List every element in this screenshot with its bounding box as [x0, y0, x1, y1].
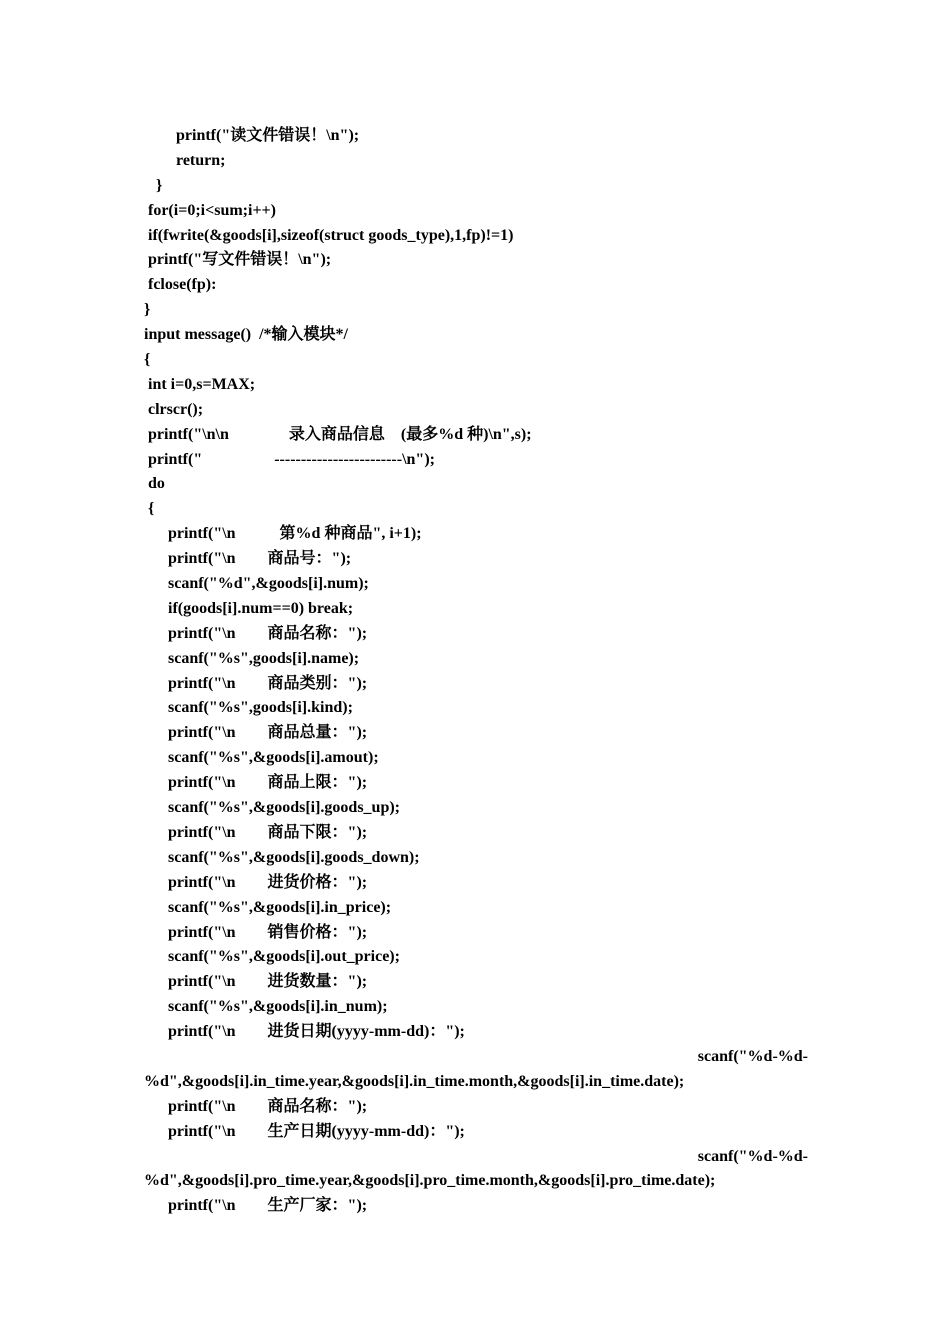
- code-line: printf("\n 进货数量：");: [144, 973, 368, 991]
- code-line: fclose(fp):: [144, 276, 217, 294]
- code-line: if(goods[i].num==0) break;: [144, 599, 354, 617]
- code-line: int i=0,s=MAX;: [144, 375, 256, 393]
- code-line: printf("\n 商品号：");: [144, 550, 352, 568]
- code-line: printf("\n 进货日期(yyyy-mm-dd)：");: [144, 1023, 465, 1041]
- code-line: clrscr();: [144, 400, 204, 418]
- code-line: %d",&goods[i].in_time.year,&goods[i].in_time.month,&goods[i].in_time.date);: [144, 1072, 685, 1090]
- code-line: printf("\n\n 录入商品信息 (最多%d 种)\n",s);: [144, 425, 532, 443]
- code-line: printf("\n 商品类别：");: [144, 674, 368, 692]
- code-line: if(fwrite(&goods[i],sizeof(struct goods_type),1,fp)!=1): [144, 226, 514, 244]
- code-line: printf("\n 第%d 种商品", i+1);: [144, 525, 422, 543]
- code-line: printf("\n 商品名称：");: [144, 624, 368, 642]
- code-line: printf("\n 商品名称：");: [144, 1097, 368, 1115]
- code-line: {: [144, 500, 155, 518]
- code-line: scanf("%s",&goods[i].goods_up);: [144, 799, 401, 817]
- code-line: printf("读文件错误！\n");: [144, 127, 360, 144]
- code-line: scanf("%s",&goods[i].amout);: [144, 749, 379, 767]
- code-line: return;: [144, 151, 226, 169]
- code-line: scanf("%s",goods[i].name);: [144, 649, 360, 667]
- code-line: printf("\n 生产日期(yyyy-mm-dd)：");: [144, 1122, 465, 1140]
- code-line: scanf("%s",&goods[i].in_num);: [144, 998, 388, 1016]
- code-line: printf("写文件错误！\n");: [144, 251, 332, 269]
- code-line: }: [144, 301, 151, 319]
- code-line: do: [144, 475, 165, 493]
- code-line: {: [144, 351, 151, 369]
- code-line: }: [144, 176, 163, 194]
- code-line: for(i=0;i<sum;i++): [144, 201, 276, 219]
- code-line: scanf("%d-%d-: [697, 1147, 808, 1165]
- code-line: scanf("%d",&goods[i].num);: [144, 575, 369, 593]
- code-line: printf(" ------------------------\n");: [144, 450, 435, 468]
- code-line: scanf("%s",goods[i].kind);: [144, 699, 353, 717]
- code-line: scanf("%s",&goods[i].out_price);: [144, 948, 400, 966]
- code-line: printf("\n 进货价格：");: [144, 873, 368, 891]
- code-line: scanf("%d-%d-: [697, 1047, 808, 1065]
- code-line: scanf("%s",&goods[i].in_price);: [144, 898, 392, 916]
- code-line: input message() /*输入模块*/: [144, 326, 349, 344]
- code-line: printf("\n 商品总量：");: [144, 724, 368, 742]
- code-listing: [144, 124, 808, 1219]
- code-line: printf("\n 商品上限：");: [144, 774, 368, 792]
- code-line: printf("\n 生产厂家：");: [144, 1197, 368, 1215]
- code-line: scanf("%s",&goods[i].goods_down);: [144, 848, 420, 866]
- code-line: printf("\n 商品下限：");: [144, 823, 368, 841]
- code-line: %d",&goods[i].pro_time.year,&goods[i].pro_time.month,&goods[i].pro_time.date);: [144, 1172, 716, 1190]
- code-line: printf("\n 销售价格：");: [144, 923, 368, 941]
